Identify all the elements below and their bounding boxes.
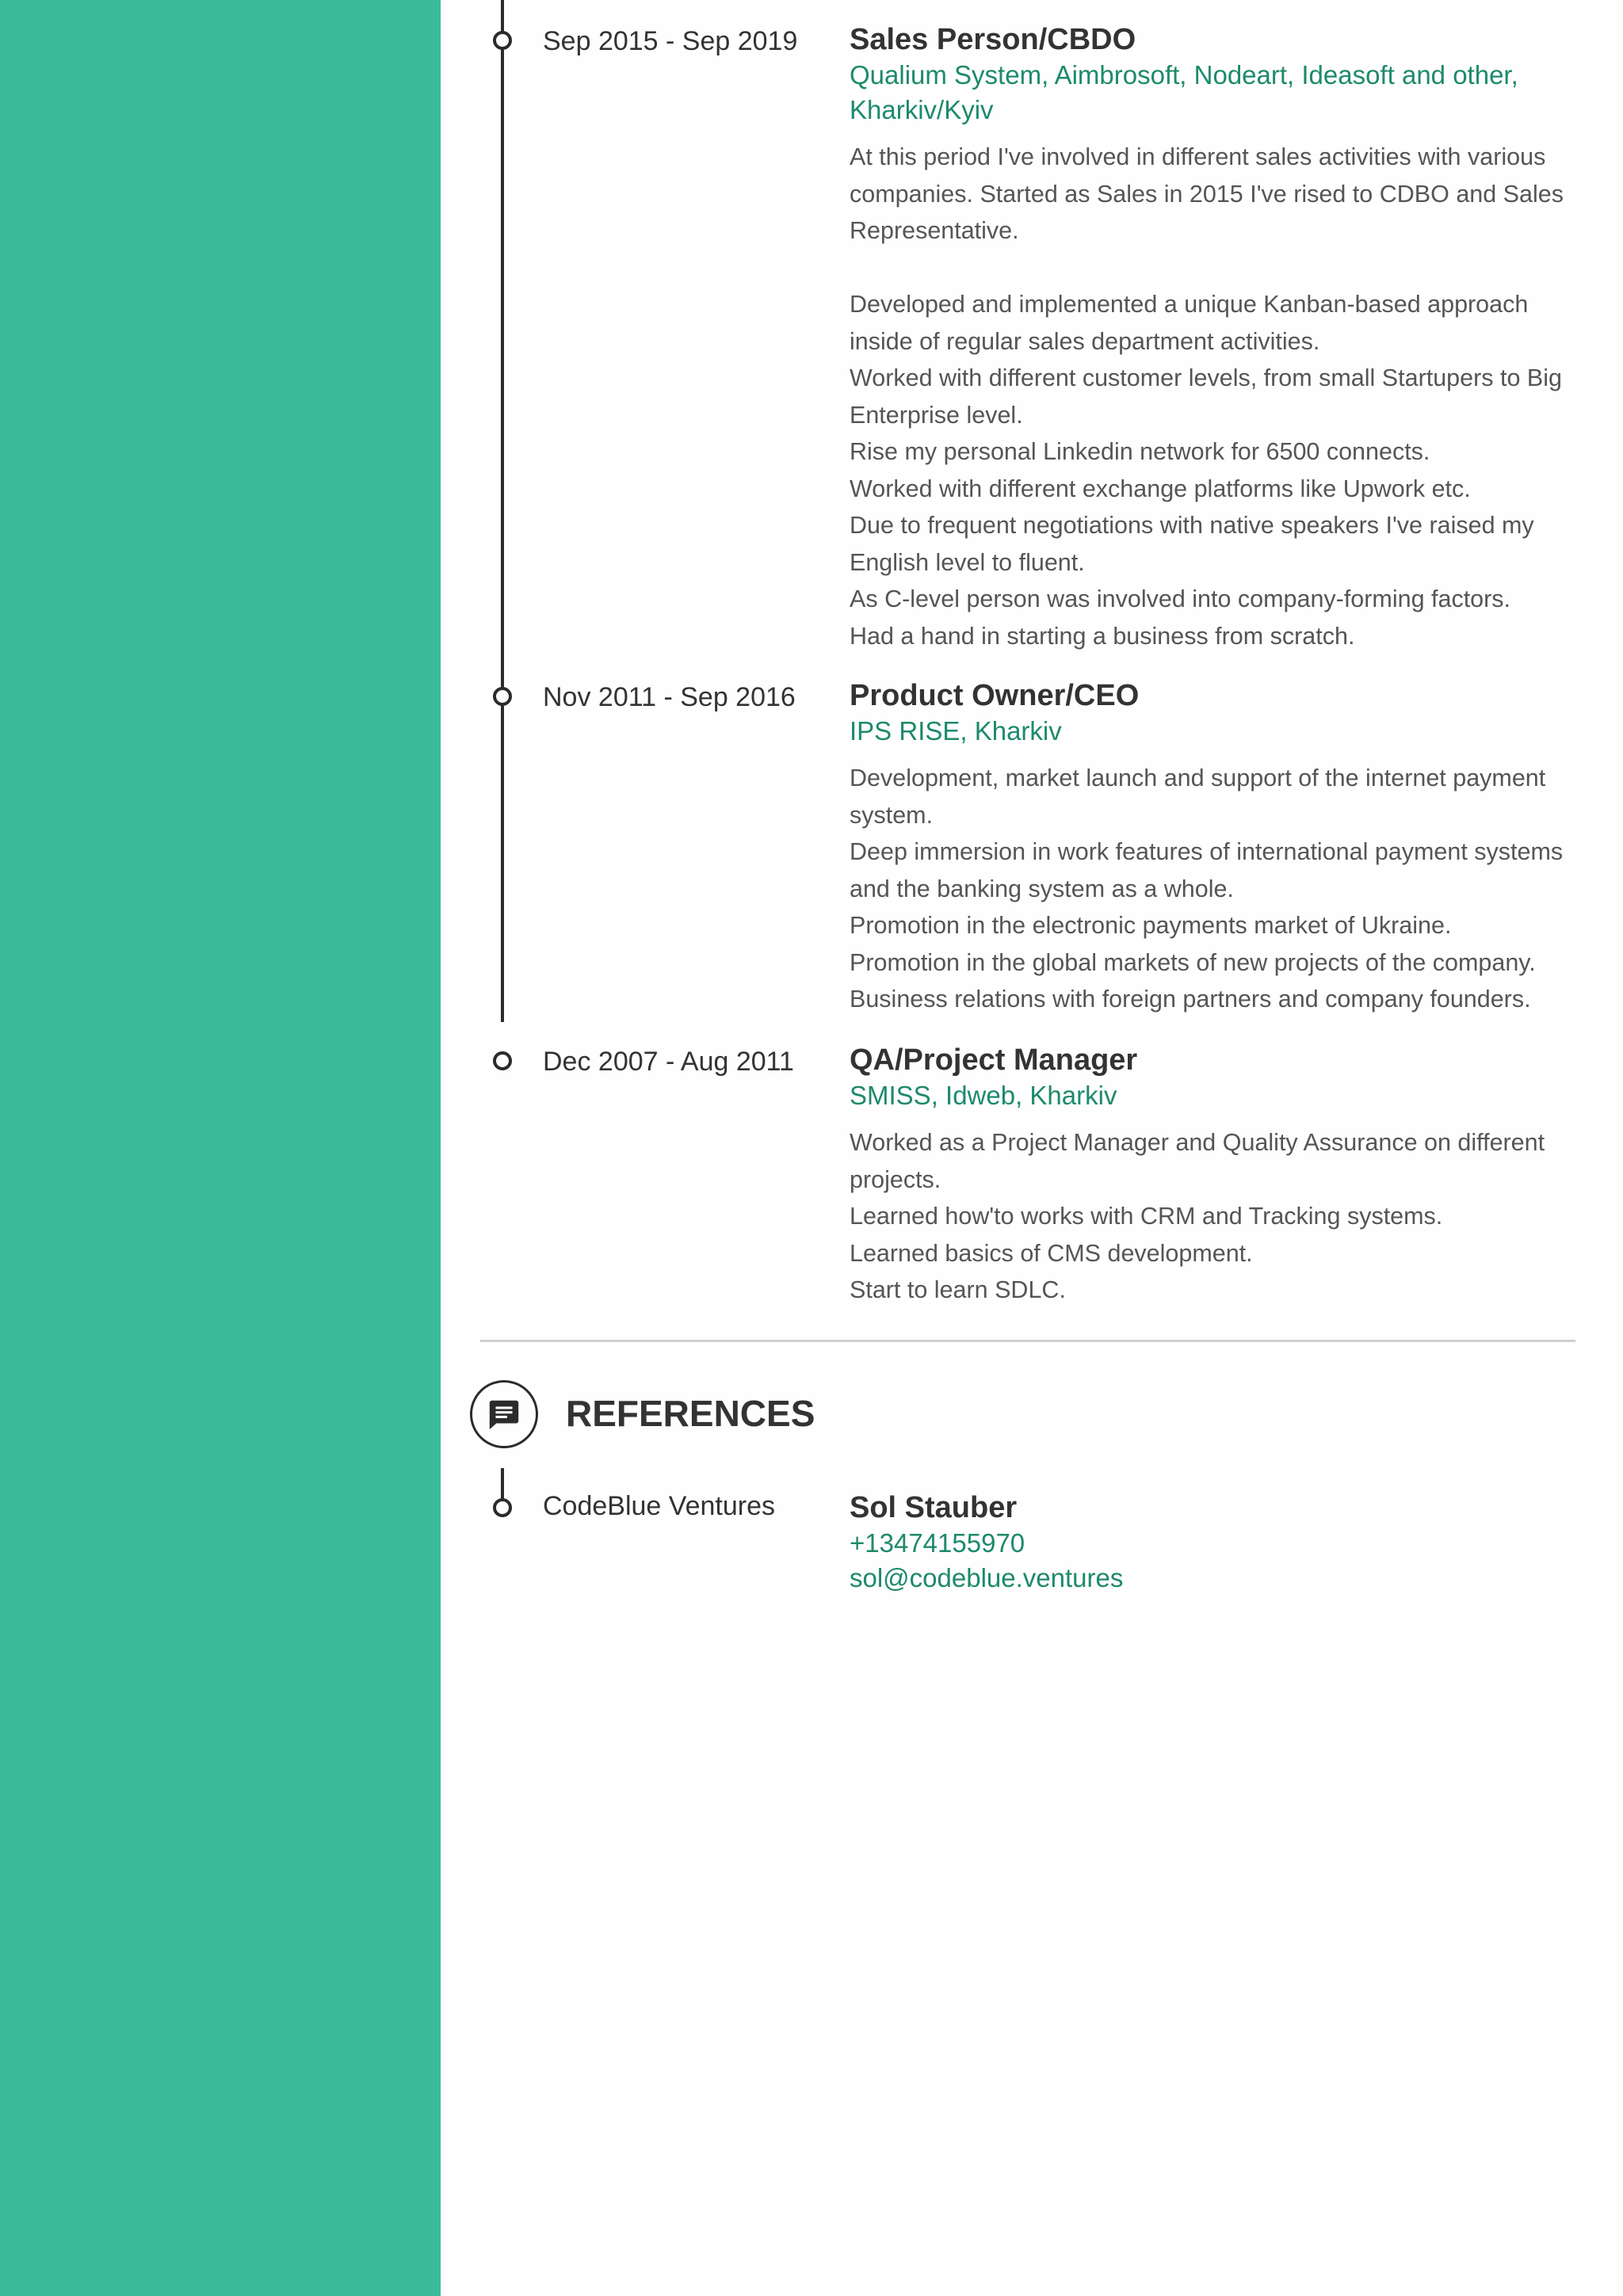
description-line: Had a hand in starting a business from scratch.: [850, 622, 1355, 650]
description-line: Developed and implemented a unique Kanban-based approach inside of regular sales department activities.: [850, 291, 1529, 355]
section-divider: [480, 1340, 1575, 1342]
description-line: At this period I've involved in different sales activities with various companies. Started as Sales in 2015 I've rised to CDBO and Sales Representative.: [850, 143, 1564, 244]
description-line: Promotion in the global markets of new projects of the company.: [850, 948, 1536, 976]
entry-company: Qualium System, Aimbrosoft, Nodeart, Ideasoft and other,: [850, 60, 1518, 90]
description-line: Learned how'to works with CRM and Tracking systems.: [850, 1203, 1443, 1230]
section-title: REFERENCES: [566, 1393, 815, 1434]
description-line: Start to learn SDLC.: [850, 1276, 1066, 1303]
reference-phone[interactable]: +13474155970: [850, 1528, 1025, 1558]
description-line: Worked as a Project Manager and Quality Assurance on different projects.: [850, 1129, 1545, 1193]
reference-email[interactable]: sol@codeblue.ventures: [850, 1563, 1124, 1592]
description-line: Business relations with foreign partners and company founders.: [850, 986, 1531, 1013]
sidebar: [0, 0, 441, 2296]
message-icon: [470, 1380, 538, 1448]
timeline-dot-icon: [493, 31, 512, 50]
entry-role: Sales Person/CBDO: [850, 23, 1136, 56]
description-line: Rise my personal Linkedin network for 6500 connects.: [850, 438, 1430, 465]
entry-company-location: Kharkiv/Kyiv: [850, 95, 994, 124]
timeline-dot-icon: [493, 1051, 512, 1070]
entry-role: QA/Project Manager: [850, 1043, 1138, 1077]
description-line: Due to frequent negotiations with native speakers I've raised my English level to fluent.: [850, 512, 1534, 576]
resume-page: [441, 0, 1623, 2296]
description-line: Worked with different exchange platforms like Upwork etc.: [850, 475, 1471, 502]
timeline-dot-icon: [493, 687, 512, 706]
reference-company: CodeBlue Ventures: [543, 1491, 775, 1521]
description-line: Promotion in the electronic payments market of Ukraine.: [850, 912, 1452, 939]
timeline-dot-icon: [493, 1498, 512, 1517]
entry-role: Product Owner/CEO: [850, 679, 1140, 712]
entry-description: [850, 760, 1594, 1018]
description-line: Worked with different customer levels, from small Startupers to Big Enterprise level.: [850, 364, 1562, 429]
description-line: Deep immersion in work features of international payment systems and the banking system as a whole.: [850, 838, 1564, 902]
reference-name: Sol Stauber: [850, 1491, 1018, 1524]
entry-date: Dec 2007 - Aug 2011: [543, 1047, 794, 1077]
entry-company: SMISS, Idweb, Kharkiv: [850, 1081, 1117, 1110]
description-line: Development, market launch and support of the internet payment system.: [850, 765, 1546, 829]
entry-description: [850, 1124, 1594, 1309]
entry-description: [850, 139, 1594, 654]
description-line: Learned basics of CMS development.: [850, 1239, 1253, 1267]
description-line: As C-level person was involved into company-forming factors.: [850, 585, 1511, 612]
timeline-line: [501, 0, 504, 1022]
entry-company: IPS RISE, Kharkiv: [850, 716, 1062, 746]
entry-date: Nov 2011 - Sep 2016: [543, 682, 796, 712]
entry-date: Sep 2015 - Sep 2019: [543, 26, 798, 56]
